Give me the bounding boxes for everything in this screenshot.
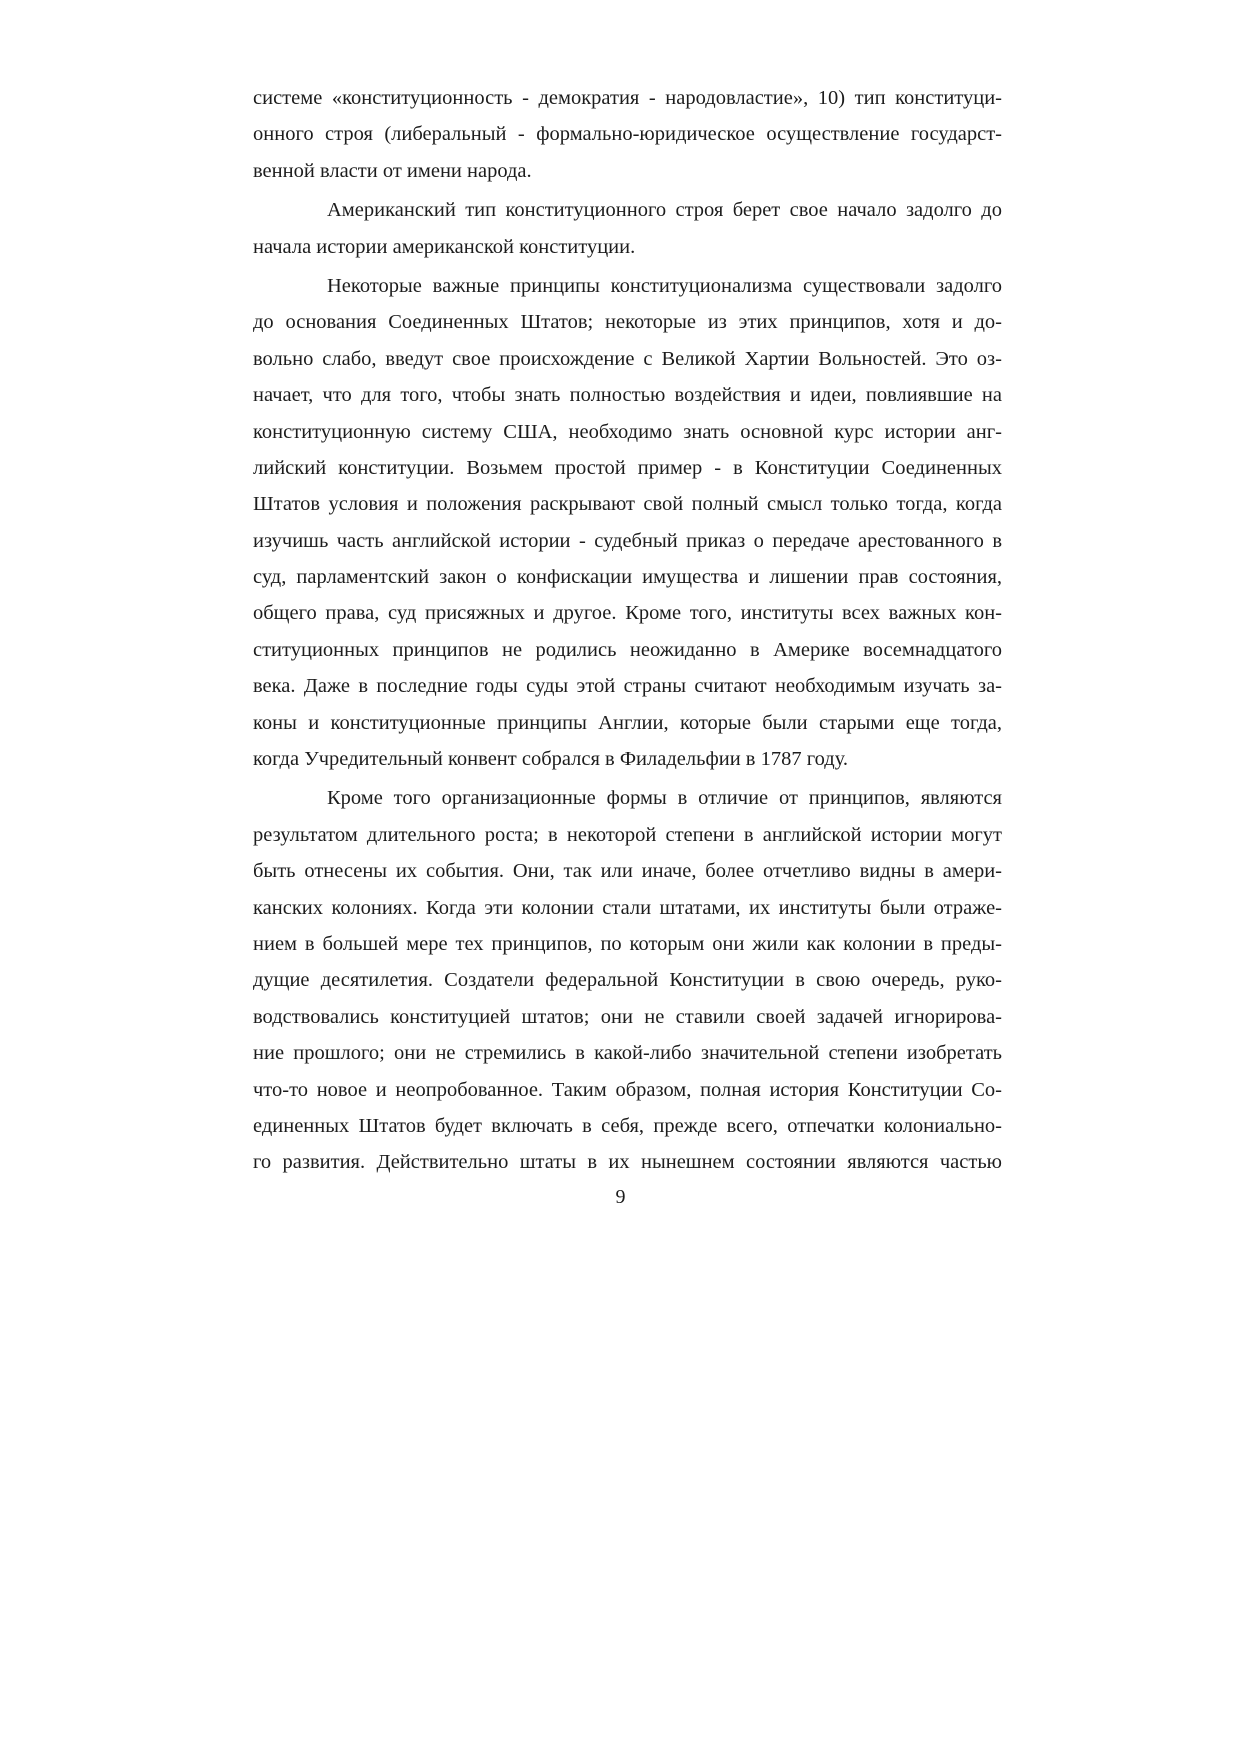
text-line: венной власти от имени народа. (253, 159, 532, 182)
text-line: века. Даже в последние годы суды этой страны считают необходимым изучать за- (253, 675, 1002, 698)
text-line: Некоторые важные принципы конституционализма существовали задолго (327, 274, 1002, 297)
text-line: ние прошлого; они не стремились в какой-либо значительной степени изобретать (253, 1042, 1002, 1065)
text-line: нием в большей мере тех принципов, по которым они жили как колонии в преды- (253, 932, 1002, 955)
text-line: изучишь часть английской истории - судебный приказ о передаче арестованного в (253, 529, 1002, 552)
text-line: что-то новое и неопробованное. Таким образом, полная история Конституции Со- (253, 1078, 1002, 1101)
text-line: конституционную систему США, необходимо знать основной курс истории анг- (253, 420, 1002, 443)
text-line: начала истории американской конституции. (253, 235, 636, 258)
text-line: Штатов условия и положения раскрывают свой полный смысл только тогда, когда (253, 493, 1002, 516)
text-line: результатом длительного роста; в некоторой степени в английской истории могут (253, 823, 1002, 846)
paragraph (253, 268, 1002, 777)
page-number: 9 (615, 1186, 626, 1208)
text-line: го развития. Действительно штаты в их нынешнем состоянии являются частью (253, 1151, 1002, 1174)
text-line: общего права, суд присяжных и другое. Кроме того, институты всех важных кон- (253, 602, 1002, 625)
text-line: лийский конституции. Возьмем простой пример - в Конституции Соединенных (253, 456, 1002, 479)
text-line: Американский тип конституционного строя берет свое начало задолго до (327, 199, 1002, 222)
text-line: Кроме того организационные формы в отличие от принципов, являются (327, 787, 1002, 810)
text-line: коны и конституционные принципы Англии, которые были старыми еще тогда, (253, 711, 1002, 734)
text-line: водствовались конституцией штатов; они не ставили своей задачей игнорирова- (253, 1005, 1002, 1028)
text-line: дущие десятилетия. Создатели федеральной Конституции в свою очередь, руко- (253, 969, 1002, 992)
body-text (253, 80, 1002, 1181)
text-line: онного строя (либеральный - формально-юридическое осуществление государст- (253, 123, 1002, 146)
text-line: до основания Соединенных Штатов; некоторые из этих принципов, хотя и до- (253, 311, 1002, 334)
text-line: суд, парламентский закон о конфискации имущества и лишении прав состояния, (253, 566, 1002, 589)
text-line: начает, что для того, чтобы знать полностью воздействия и идеи, повлиявшие на (253, 384, 1002, 407)
paragraph (253, 780, 1002, 1180)
paragraph (253, 80, 1002, 189)
text-line: вольно слабо, введут свое происхождение с Великой Хартии Вольностей. Это оз- (253, 347, 1002, 370)
text-line: системе «конституционность - демократия - народовластие», 10) тип конституци- (253, 87, 1002, 109)
text-line: быть отнесены их события. Они, так или иначе, более отчетливо видны в амери- (253, 860, 1002, 883)
text-line: когда Учредительный конвент собрался в Филадельфии в 1787 году. (253, 748, 849, 771)
paragraph (253, 192, 1002, 265)
text-line: канских колониях. Когда эти колонии стали штатами, их институты были отраже- (253, 896, 1002, 919)
text-line: единенных Штатов будет включать в себя, прежде всего, отпечатки колониально- (253, 1114, 1002, 1137)
text-line: ституционных принципов не родились неожиданно в Америке восемнадцатого (253, 638, 1002, 661)
